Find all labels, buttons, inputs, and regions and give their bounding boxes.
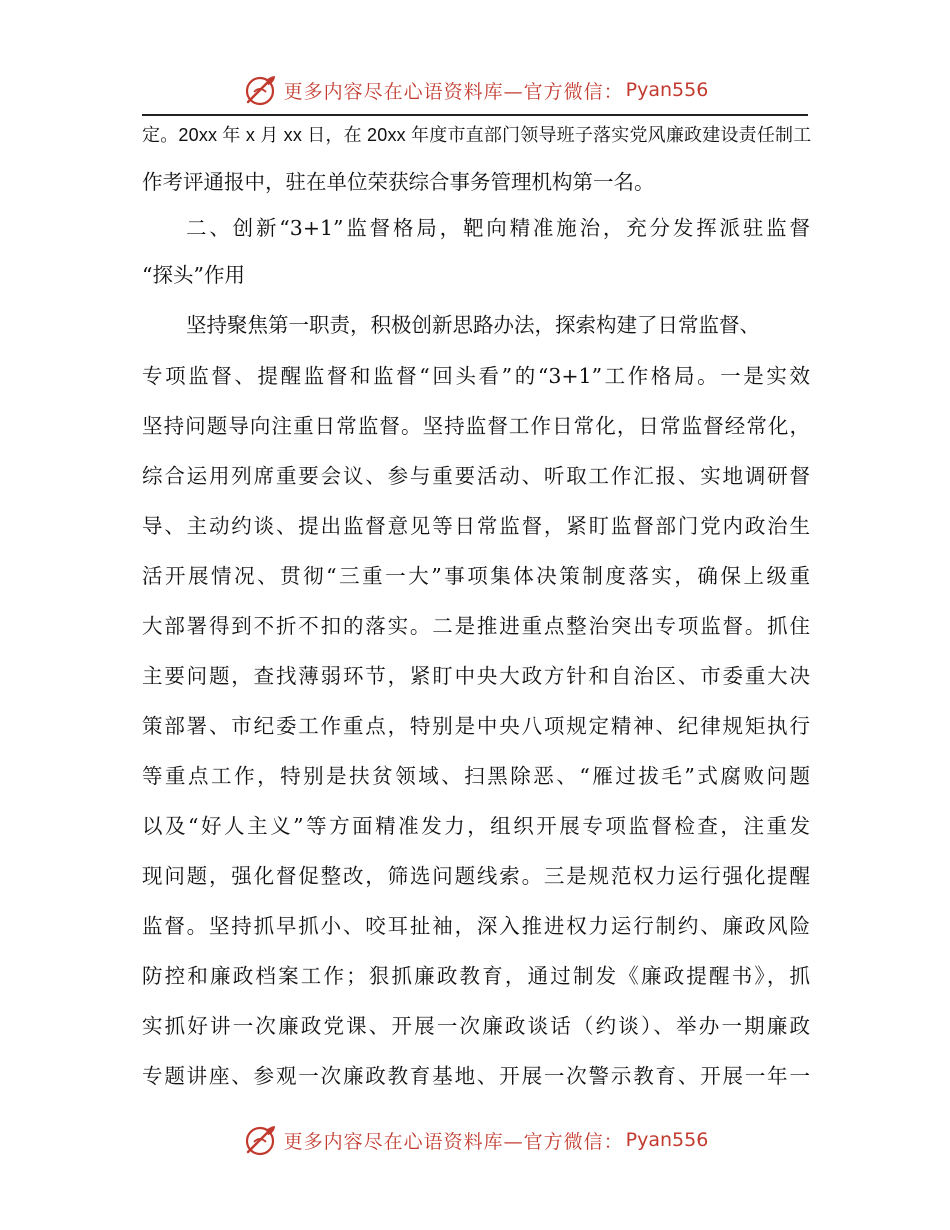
text-line: 实抓好讲一次廉政党课、开展一次廉政谈话（约谈）、举办一期廉政 bbox=[142, 1014, 810, 1038]
text-line: 主要问题，查找薄弱环节，紧盯中央大政方针和自治区、市委重大决 bbox=[142, 664, 810, 688]
text-line: 作考评通报中，驻在单位荣获综合事务管理机构第一名。 bbox=[142, 170, 655, 194]
text-line: 现问题，强化督促整改，筛选问题线索。三是规范权力运行强化提醒 bbox=[142, 864, 810, 888]
text-line: 以及“好人主义”等方面精准发力，组织开展专项监督检查，注重发 bbox=[142, 814, 810, 838]
text-line: 策部署、市纪委工作重点，特别是中央八项规定精神、纪律规矩执行 bbox=[142, 714, 810, 738]
section-heading-line: 二、创新“3+1”监督格局，靶向精准施治，充分发挥派驻监督 bbox=[186, 216, 810, 240]
quill-seal-logo-icon bbox=[242, 1122, 278, 1158]
text-line: 综合运用列席重要会议、参与重要活动、听取工作汇报、实地调研督 bbox=[142, 464, 810, 488]
text-line: 专项监督、提醒监督和监督“回头看”的“3+1”工作格局。一是实效 bbox=[142, 364, 810, 388]
banner-text: 更多内容尽在心语资料库—官方微信： bbox=[283, 80, 624, 103]
text-line: 导、主动约谈、提出监督意见等日常监督，紧盯监督部门党内政治生 bbox=[142, 514, 810, 538]
text-line: 坚持聚焦第一职责，积极创新思路办法，探索构建了日常监督、 bbox=[186, 313, 760, 337]
text-line: 坚持问题导向注重日常监督。坚持监督工作日常化，日常监督经常化， bbox=[142, 414, 810, 438]
footer-watermark-banner bbox=[0, 1120, 950, 1160]
section-heading-line: “探头”作用 bbox=[142, 263, 245, 287]
banner-wechat-id: Pyan556 bbox=[625, 79, 709, 101]
quill-seal-logo-icon bbox=[242, 72, 278, 108]
text-line: 防控和廉政档案工作；狠抓廉政教育，通过制发《廉政提醒书》，抓 bbox=[142, 964, 810, 988]
banner-wechat-id: Pyan556 bbox=[625, 1129, 709, 1151]
text-line: 活开展情况、贯彻“三重一大”事项集体决策制度落实，确保上级重 bbox=[142, 564, 810, 588]
header-watermark-banner bbox=[0, 70, 950, 110]
text-line: 大部署得到不折不扣的落实。二是推进重点整治突出专项监督。抓住 bbox=[142, 614, 810, 638]
text-line: 监督。坚持抓早抓小、咬耳扯袖，深入推进权力运行制约、廉政风险 bbox=[142, 914, 810, 938]
header-rule bbox=[142, 114, 808, 116]
text-line: 等重点工作，特别是扶贫领域、扫黑除恶、“雁过拔毛”式腐败问题 bbox=[142, 764, 810, 788]
banner-text: 更多内容尽在心语资料库—官方微信： bbox=[283, 1130, 624, 1153]
text-line: 定。20xx 年 x 月 xx 日，在 20xx 年度市直部门领导班子落实党风廉政建设责任制工 bbox=[142, 125, 812, 145]
text-line: 专题讲座、参观一次廉政教育基地、开展一次警示教育、开展一年一 bbox=[142, 1064, 810, 1088]
